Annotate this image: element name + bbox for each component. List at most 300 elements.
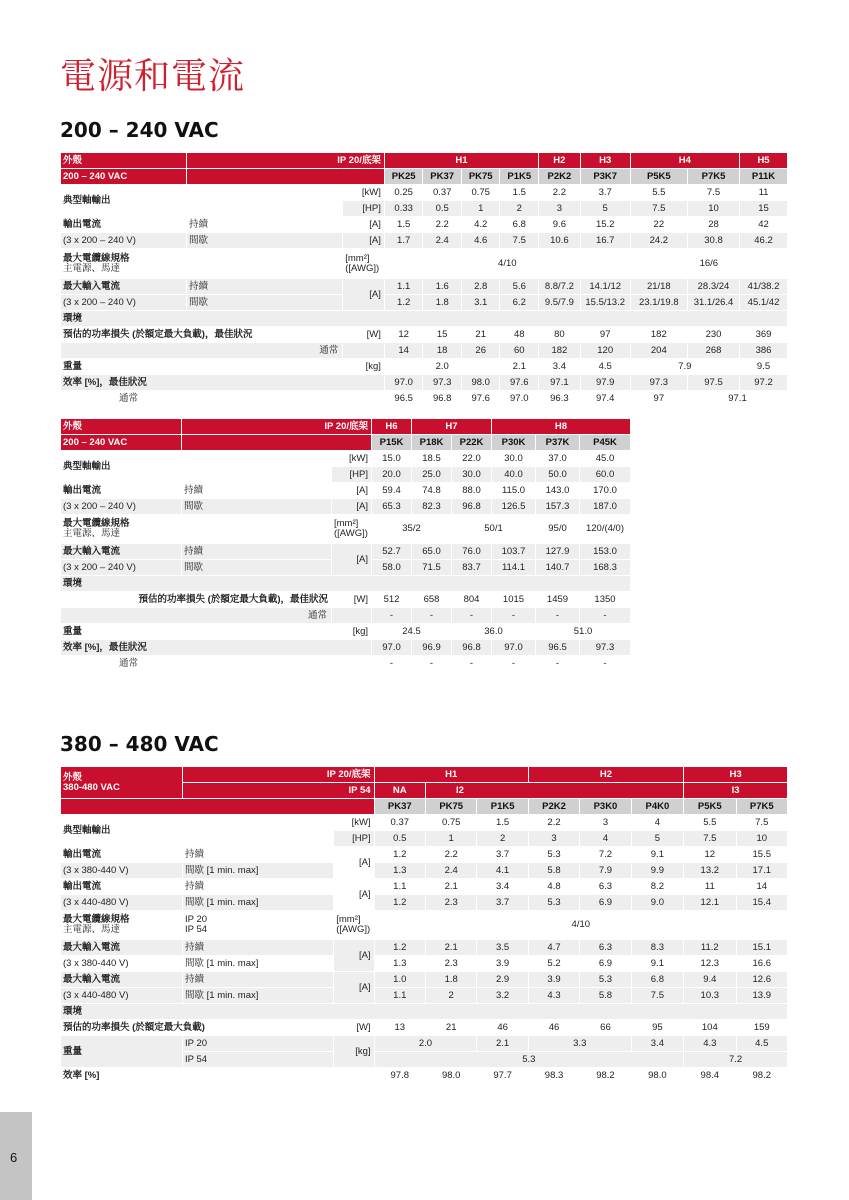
value-cell: 36.0 (452, 624, 536, 640)
ip20-chassis-label: IP 20/底架 (183, 767, 375, 783)
value-cell: 7.2 (684, 1052, 788, 1068)
value-cell: 187.0 (580, 499, 631, 515)
value-cell: 97.6 (500, 375, 539, 391)
value-cell: 96.5 (384, 391, 423, 407)
unit-a: [A] (332, 544, 372, 576)
value-cell: 8.2 (631, 879, 683, 895)
output-current-label: 輸出電流 (61, 483, 182, 499)
frame-h8: H8 (492, 419, 631, 435)
model-label: P7K5 (687, 169, 739, 185)
unit-awg: ([AWG]) (345, 262, 380, 274)
voltage-range-note: (3 x 440-480 V) (61, 895, 183, 911)
frame-h1: H1 (384, 153, 538, 169)
intermittent-label: 間歇 [1 min. max] (183, 863, 334, 879)
value-cell: 0.37 (423, 185, 462, 201)
voltage-range-note: (3 x 380-440 V) (61, 863, 183, 879)
value-cell: 0.5 (374, 831, 425, 847)
value-cell: 71.5 (412, 560, 452, 576)
value-cell: 11.2 (684, 940, 736, 956)
value-cell: 20.0 (372, 467, 412, 483)
frame-i2: I2 (425, 783, 683, 799)
value-cell: 2.1 (500, 359, 539, 375)
value-cell: - (536, 608, 580, 624)
value-cell: 3.5 (477, 940, 528, 956)
cable-size-sublabel: 主電源、馬達 (63, 262, 121, 274)
value-cell: 5 (631, 831, 683, 847)
value-cell: 6.8 (631, 972, 683, 988)
value-cell: 97.9 (580, 375, 630, 391)
value-cell: 4.1 (477, 863, 528, 879)
value-cell: 0.33 (384, 201, 423, 217)
unit-a: [A] (334, 879, 374, 911)
value-cell: 12 (384, 327, 423, 343)
model-label: P7K5 (736, 799, 787, 815)
value-cell: 3 (528, 831, 579, 847)
value-cell: 658 (412, 592, 452, 608)
voltage-label: 380-480 VAC (63, 781, 120, 793)
weight-label: 重量 (61, 624, 332, 640)
value-cell: 1.2 (374, 895, 425, 911)
value-cell: 3.7 (477, 847, 528, 863)
value-cell: 2.1 (477, 1036, 528, 1052)
intermittent-label: 間歇 [1 min. max] (183, 895, 334, 911)
typical-label: 通常 (61, 656, 372, 672)
value-cell: 1.8 (423, 295, 462, 311)
unit-a: [A] (334, 972, 374, 1004)
value-cell: 3 (539, 201, 581, 217)
ip54-label: IP 54 (183, 1052, 334, 1068)
value-cell: 23.1/19.8 (630, 295, 687, 311)
value-cell: 97.7 (477, 1068, 528, 1084)
frame-i3: I3 (684, 783, 788, 799)
value-cell: 182 (539, 343, 581, 359)
frame-h5: H5 (740, 153, 788, 169)
value-cell: 10.3 (684, 988, 736, 1004)
value-cell: 512 (372, 592, 412, 608)
value-cell: 4.2 (461, 217, 500, 233)
value-cell: 40.0 (492, 467, 536, 483)
value-cell: 1.3 (374, 863, 425, 879)
output-current-label: 輸出電流 (61, 217, 187, 233)
value-cell: 46.2 (740, 233, 788, 249)
unit-w: [W] (343, 327, 385, 343)
power-loss-label: 預估的功率損失 (於額定最大負載) (61, 1020, 334, 1036)
page-title: 電源和電流 (60, 56, 246, 97)
value-cell: 2.9 (477, 972, 528, 988)
value-cell: 98.4 (684, 1068, 736, 1084)
value-cell: 4/10 (374, 911, 787, 940)
intermittent-label: 間歇 (182, 499, 332, 515)
value-cell: 1.1 (374, 879, 425, 895)
value-cell: 96.9 (412, 640, 452, 656)
value-cell: 7.5 (687, 185, 739, 201)
ip54-label: IP 54 (185, 924, 208, 935)
ip20-chassis-label: IP 20/底架 (182, 419, 372, 435)
value-cell: 14 (736, 879, 787, 895)
value-cell: - (580, 656, 631, 672)
model-label: P30K (492, 435, 536, 451)
unit-awg: ([AWG]) (336, 924, 371, 935)
spec-table-200-240-h1-h5 (60, 152, 788, 407)
value-cell: 97.3 (423, 375, 462, 391)
value-cell: 7.9 (630, 359, 739, 375)
value-cell: 268 (687, 343, 739, 359)
value-cell: 1.2 (374, 940, 425, 956)
value-cell: - (372, 656, 412, 672)
value-cell: - (412, 656, 452, 672)
value-cell: 1 (461, 201, 500, 217)
value-cell: 4.3 (684, 1036, 736, 1052)
value-cell: 2.4 (423, 233, 462, 249)
unit-kg: [kg] (332, 624, 372, 640)
value-cell: 804 (452, 592, 492, 608)
value-cell: 21/18 (630, 279, 687, 295)
model-label: P3K0 (580, 799, 631, 815)
efficiency-label: 效率 [%]，最佳狀況 (61, 640, 372, 656)
value-cell: 2.1 (425, 879, 476, 895)
value-cell: 8.8/7.2 (539, 279, 581, 295)
unit-a: [A] (343, 233, 385, 249)
intermittent-label: 間歇 (187, 233, 343, 249)
unit-a: [A] (343, 217, 385, 233)
value-cell: 4.8 (528, 879, 579, 895)
value-cell: 98.0 (631, 1068, 683, 1084)
value-cell: 15.5 (736, 847, 787, 863)
value-cell: 15.4 (736, 895, 787, 911)
value-cell: 18 (423, 343, 462, 359)
value-cell: 65.0 (412, 544, 452, 560)
value-cell: 98.0 (461, 375, 500, 391)
value-cell: 80 (539, 327, 581, 343)
value-cell: 25.0 (412, 467, 452, 483)
frame-h2: H2 (539, 153, 581, 169)
value-cell: 50.0 (536, 467, 580, 483)
frame-h4: H4 (630, 153, 739, 169)
value-cell: 10 (687, 201, 739, 217)
value-cell: 2.0 (374, 1036, 477, 1052)
value-cell: 9.4 (684, 972, 736, 988)
unit-kw: [kW] (334, 815, 374, 831)
value-cell: 230 (687, 327, 739, 343)
model-label: P15K (372, 435, 412, 451)
value-cell: 24.2 (630, 233, 687, 249)
input-current-label: 最大輸入電流 (61, 972, 183, 988)
spec-table-200-240-h6-h8 (60, 418, 631, 672)
value-cell: 2.2 (539, 185, 581, 201)
value-cell: 2.0 (384, 359, 500, 375)
value-cell: 97 (580, 327, 630, 343)
value-cell: 3.9 (477, 956, 528, 972)
value-cell: 5 (580, 201, 630, 217)
value-cell: 2.3 (425, 956, 476, 972)
value-cell: 15.0 (372, 451, 412, 467)
value-cell: 1.3 (374, 956, 425, 972)
model-label: PK75 (425, 799, 476, 815)
value-cell: 1015 (492, 592, 536, 608)
value-cell: 4.7 (528, 940, 579, 956)
value-cell: 3.3 (528, 1036, 631, 1052)
output-current-label: 輸出電流 (61, 879, 183, 895)
value-cell: 16/6 (630, 249, 787, 279)
continuous-label: 持續 (182, 483, 332, 499)
value-cell: 7.5 (736, 815, 787, 831)
model-label: PK75 (461, 169, 500, 185)
value-cell: 52.7 (372, 544, 412, 560)
value-cell: 9.9 (631, 863, 683, 879)
value-cell: 5.3 (528, 895, 579, 911)
value-cell: 97.0 (492, 640, 536, 656)
unit-kw: [kW] (343, 185, 385, 201)
typical-label: 通常 (61, 608, 332, 624)
value-cell: 2 (425, 988, 476, 1004)
value-cell: 13.2 (684, 863, 736, 879)
value-cell: 4.3 (528, 988, 579, 1004)
value-cell: 3.2 (477, 988, 528, 1004)
value-cell: 0.75 (425, 815, 476, 831)
value-cell: 96.5 (536, 640, 580, 656)
frame-h3: H3 (580, 153, 630, 169)
shaft-output-label: 典型軸輸出 (61, 815, 334, 847)
value-cell: 104 (684, 1020, 736, 1036)
value-cell: 11 (740, 185, 788, 201)
value-cell: 6.9 (580, 956, 631, 972)
value-cell: 50/1 (452, 515, 536, 544)
value-cell: - (372, 608, 412, 624)
value-cell: 15.2 (580, 217, 630, 233)
value-cell: 97.3 (580, 640, 631, 656)
value-cell: 4/10 (384, 249, 630, 279)
value-cell: - (492, 656, 536, 672)
unit-a: [A] (334, 940, 374, 972)
value-cell: 97 (630, 391, 687, 407)
value-cell: 7.9 (580, 863, 631, 879)
value-cell: 96.3 (539, 391, 581, 407)
frame-h7: H7 (412, 419, 492, 435)
value-cell: 0.25 (384, 185, 423, 201)
value-cell: 204 (630, 343, 687, 359)
value-cell: 26 (461, 343, 500, 359)
model-label: P22K (452, 435, 492, 451)
value-cell: 3.7 (477, 895, 528, 911)
value-cell: 5.6 (500, 279, 539, 295)
value-cell: 37.0 (536, 451, 580, 467)
value-cell: 9.5/7.9 (539, 295, 581, 311)
value-cell: 9.0 (631, 895, 683, 911)
value-cell: 30.0 (452, 467, 492, 483)
value-cell: 97.3 (630, 375, 687, 391)
value-cell: 5.8 (528, 863, 579, 879)
environment-label: 環境 (61, 576, 631, 592)
value-cell: 35/2 (372, 515, 452, 544)
value-cell: 2.2 (423, 217, 462, 233)
value-cell: 9.1 (631, 956, 683, 972)
ip54-label: IP 54 (183, 783, 375, 799)
value-cell: 82.3 (412, 499, 452, 515)
value-cell: 88.0 (452, 483, 492, 499)
value-cell: 42 (740, 217, 788, 233)
value-cell: 31.1/26.4 (687, 295, 739, 311)
power-loss-label: 預估的功率損失 (於額定最大負載)，最佳狀況 (61, 327, 343, 343)
value-cell: 97.1 (539, 375, 581, 391)
value-cell: 60.0 (580, 467, 631, 483)
value-cell: - (412, 608, 452, 624)
value-cell: 60 (500, 343, 539, 359)
value-cell: 22 (630, 217, 687, 233)
value-cell: 6.2 (500, 295, 539, 311)
value-cell: 3.9 (528, 972, 579, 988)
value-cell: 21 (461, 327, 500, 343)
value-cell: 98.2 (580, 1068, 631, 1084)
unit-hp: [HP] (343, 201, 385, 217)
value-cell: 28.3/24 (687, 279, 739, 295)
value-cell: 5.3 (374, 1052, 684, 1068)
frame-na: NA (374, 783, 425, 799)
value-cell: 1.8 (425, 972, 476, 988)
value-cell: 2.8 (461, 279, 500, 295)
voltage-range-note: (3 x 200 – 240 V) (61, 560, 182, 576)
efficiency-label: 效率 [%] (61, 1068, 375, 1084)
value-cell: 12 (684, 847, 736, 863)
value-cell: 12.3 (684, 956, 736, 972)
value-cell: 10 (736, 831, 787, 847)
value-cell: 98.3 (528, 1068, 579, 1084)
value-cell: 1.1 (374, 988, 425, 1004)
value-cell: 5.5 (684, 815, 736, 831)
value-cell: 15 (423, 327, 462, 343)
value-cell: 24.5 (372, 624, 452, 640)
value-cell: 74.8 (412, 483, 452, 499)
enclosure-label: 外殼 (61, 419, 182, 435)
unit-a: [A] (332, 499, 372, 515)
unit-hp: [HP] (332, 467, 372, 483)
value-cell: - (536, 656, 580, 672)
value-cell: 0.75 (461, 185, 500, 201)
frame-h6: H6 (372, 419, 412, 435)
value-cell: 7.5 (684, 831, 736, 847)
enclosure-cell (61, 767, 183, 799)
unit-a: [A] (334, 847, 374, 879)
value-cell: 45.1/42 (740, 295, 788, 311)
cable-size-label: 最大電纜線規格 (63, 252, 130, 264)
value-cell: 16.6 (736, 956, 787, 972)
value-cell: 58.0 (372, 560, 412, 576)
unit-mm2: [mm²] (345, 252, 370, 264)
value-cell: 12.6 (736, 972, 787, 988)
model-label: P3K7 (580, 169, 630, 185)
voltage-range-note: (3 x 200 – 240 V) (61, 233, 187, 249)
value-cell: 1.5 (500, 185, 539, 201)
continuous-label: 持續 (183, 940, 334, 956)
value-cell: 3.1 (461, 295, 500, 311)
value-cell: 2 (477, 831, 528, 847)
voltage-range-note: (3 x 440-480 V) (61, 988, 183, 1004)
voltage-label: 200 – 240 VAC (61, 169, 187, 185)
value-cell: 3.7 (580, 185, 630, 201)
frame-h3: H3 (684, 767, 788, 783)
ip20-label: IP 20 (185, 914, 208, 925)
spec-table-380-480 (60, 766, 788, 1084)
model-label: P5K5 (684, 799, 736, 815)
value-cell: 1350 (580, 592, 631, 608)
value-cell: - (452, 656, 492, 672)
value-cell: 97.0 (500, 391, 539, 407)
intermittent-label: 間歇 (187, 295, 343, 311)
output-current-label: 輸出電流 (61, 847, 183, 863)
value-cell: 386 (740, 343, 788, 359)
model-label: P45K (580, 435, 631, 451)
model-label: P37K (536, 435, 580, 451)
value-cell: 22.0 (452, 451, 492, 467)
value-cell: 1.2 (374, 847, 425, 863)
value-cell: 97.6 (461, 391, 500, 407)
value-cell: 96.8 (452, 499, 492, 515)
value-cell: 98.0 (425, 1068, 476, 1084)
value-cell: 103.7 (492, 544, 536, 560)
model-label: PK37 (423, 169, 462, 185)
unit-a: [A] (343, 279, 385, 311)
value-cell: 1 (425, 831, 476, 847)
value-cell: 1.2 (384, 295, 423, 311)
unit-awg: ([AWG]) (334, 528, 368, 539)
value-cell: 46 (477, 1020, 528, 1036)
continuous-label: 持續 (183, 847, 334, 863)
value-cell: 6.9 (580, 895, 631, 911)
value-cell: 11 (684, 879, 736, 895)
voltage-range-note: (3 x 200 – 240 V) (61, 295, 187, 311)
value-cell: 4.6 (461, 233, 500, 249)
environment-label: 環境 (61, 311, 788, 327)
value-cell: 13.9 (736, 988, 787, 1004)
value-cell: 9.1 (631, 847, 683, 863)
unit-hp: [HP] (334, 831, 374, 847)
ip20-chassis-label: IP 20/底架 (187, 153, 385, 169)
value-cell: 2.2 (425, 847, 476, 863)
unit-kw: [kW] (332, 451, 372, 467)
model-label: P5K5 (630, 169, 687, 185)
value-cell: 182 (630, 327, 687, 343)
value-cell: 97.0 (384, 375, 423, 391)
value-cell: 83.7 (452, 560, 492, 576)
value-cell: 7.2 (580, 847, 631, 863)
value-cell: 76.0 (452, 544, 492, 560)
value-cell: 96.8 (423, 391, 462, 407)
value-cell: 114.1 (492, 560, 536, 576)
value-cell: 5.2 (528, 956, 579, 972)
value-cell: 7.5 (630, 201, 687, 217)
value-cell: 4 (580, 831, 631, 847)
value-cell: 7.5 (500, 233, 539, 249)
value-cell: 97.8 (374, 1068, 425, 1084)
value-cell: 4.5 (736, 1036, 787, 1052)
value-cell: 28 (687, 217, 739, 233)
model-label: P2K2 (528, 799, 579, 815)
value-cell: 369 (740, 327, 788, 343)
value-cell: 97.2 (740, 375, 788, 391)
value-cell: 3.4 (477, 879, 528, 895)
value-cell: 41/38.2 (740, 279, 788, 295)
value-cell: 9.6 (539, 217, 581, 233)
model-label: PK37 (374, 799, 425, 815)
continuous-label: 持續 (187, 217, 343, 233)
continuous-label: 持續 (187, 279, 343, 295)
value-cell: 5.5 (630, 185, 687, 201)
value-cell: 1.6 (423, 279, 462, 295)
value-cell: 159 (736, 1020, 787, 1036)
value-cell: 126.5 (492, 499, 536, 515)
unit-w: [W] (332, 592, 372, 608)
shaft-output-label: 典型軸輸出 (61, 451, 332, 483)
value-cell: 15.5/13.2 (580, 295, 630, 311)
